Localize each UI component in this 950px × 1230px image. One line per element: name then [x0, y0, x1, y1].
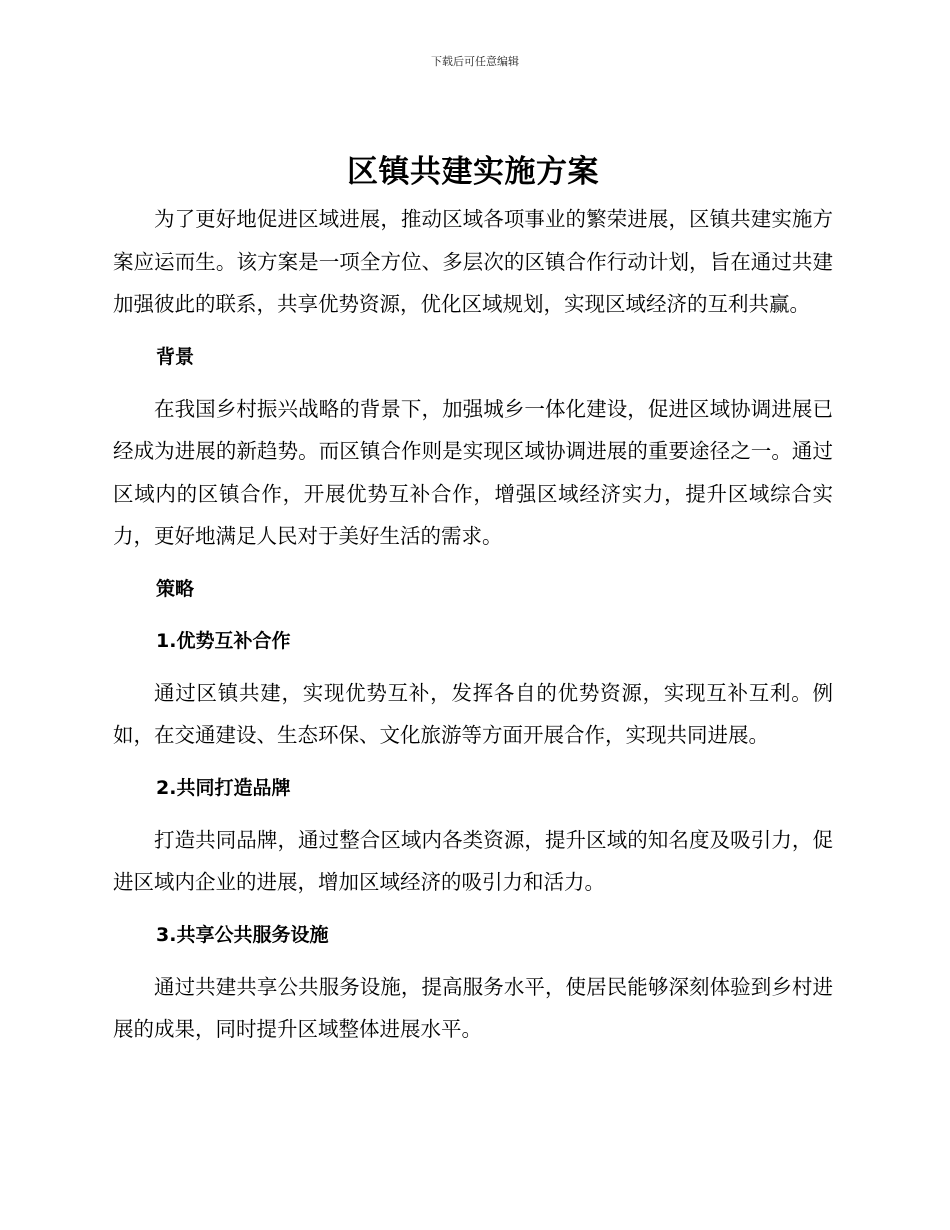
strategy-item-paragraph: 通过区镇共建，实现优势互补，发挥各自的优势资源，实现互补互利。例如，在交通建设、生态环保、文化旅游等方面开展合作，实现共同进展。 [113, 680, 833, 747]
strategy-item-paragraph: 打造共同品牌，通过整合区域内各类资源，提升区域的知名度及吸引力，促进区域内企业的进展，增加区域经济的吸引力和活力。 [113, 827, 833, 894]
document-content [113, 150, 833, 1051]
spacer [113, 956, 833, 966]
strategy-item-paragraph: 通过共建共享公共服务设施，提高服务水平，使居民能够深刻体验到乡村进展的成果，同时提升区域整体进展水平。 [113, 974, 833, 1041]
spacer [113, 757, 833, 767]
section-heading-background: 背景 [156, 345, 195, 368]
header-note: 下载后可任意编辑 [431, 55, 519, 68]
spacer [113, 662, 833, 672]
intro-paragraph: 为了更好地促进区域进展，推动区域各项事业的繁荣进展，区镇共建实施方案应运而生。该方案是一项全方位、多层次的区镇合作行动计划，旨在通过共建加强彼此的联系，共享优势资源，优化区域规划，实现区域经济的互利共赢。 [113, 207, 833, 316]
spacer [113, 904, 833, 914]
strategy-item-heading: 2.共同打造品牌 [156, 776, 291, 799]
spacer [113, 610, 833, 620]
strategy-item-heading: 3.共享公共服务设施 [156, 923, 329, 946]
spacer [113, 809, 833, 819]
strategy-item-heading: 1.优势互补合作 [156, 629, 291, 652]
spacer [113, 378, 833, 388]
section-heading-strategy: 策略 [156, 577, 195, 600]
spacer [113, 558, 833, 568]
background-paragraph: 在我国乡村振兴战略的背景下，加强城乡一体化建设，促进区域协调进展已经成为进展的新趋势。而区镇合作则是实现区域协调进展的重要途径之一。通过区域内的区镇合作，开展优势互补合作，增强区域经济实力，提升区域综合实力，更好地满足人民对于美好生活的需求。 [113, 396, 833, 548]
document-title: 区镇共建实施方案 [347, 154, 599, 190]
spacer [113, 326, 833, 336]
